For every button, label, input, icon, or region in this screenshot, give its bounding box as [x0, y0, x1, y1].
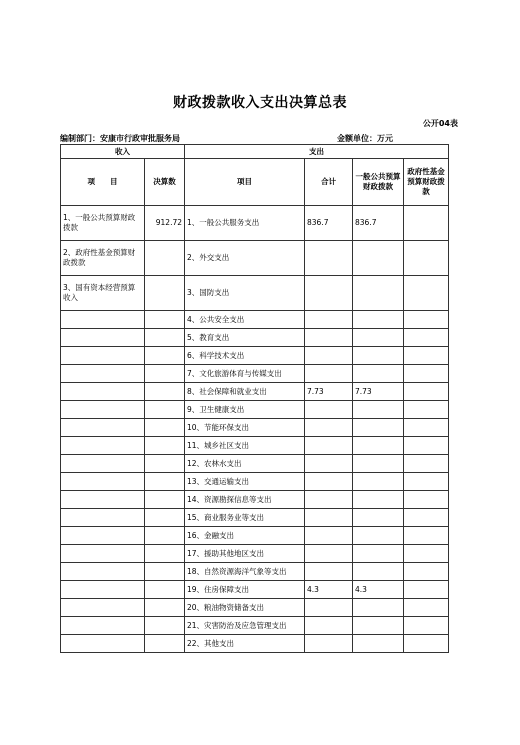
total-amount [305, 617, 353, 635]
form-number: 公开04表 [422, 119, 458, 128]
gov-fund-amount [404, 617, 449, 635]
general-budget-amount [353, 347, 404, 365]
general-budget-amount: 4.3 [353, 581, 404, 599]
income-amount [145, 599, 185, 617]
expenditure-item-label: 13、交通运输支出 [185, 473, 305, 491]
page-title: 财政拨款收入支出决算总表 [173, 95, 347, 111]
income-amount [145, 473, 185, 491]
expenditure-item-label: 4、公共安全支出 [185, 311, 305, 329]
income-amount [145, 276, 185, 311]
total-amount [305, 599, 353, 617]
general-budget-amount [353, 545, 404, 563]
income-item-label [61, 419, 145, 437]
general-budget-amount [353, 419, 404, 437]
gov-fund-amount [404, 473, 449, 491]
general-budget-amount [353, 473, 404, 491]
total-amount [305, 347, 353, 365]
general-budget-header: 一般公共预算财政拨款 [353, 159, 404, 206]
expenditure-item-label: 2、外交支出 [185, 241, 305, 276]
gov-fund-amount [404, 206, 449, 241]
total-amount: 7.73 [305, 383, 353, 401]
income-amount [145, 545, 185, 563]
table-row [61, 473, 449, 491]
total-amount [305, 509, 353, 527]
table-row [61, 581, 449, 599]
expenditure-item-label: 5、教育支出 [185, 329, 305, 347]
table-row [61, 311, 449, 329]
income-amount [145, 419, 185, 437]
income-header: 收入 [61, 145, 185, 159]
income-item-label [61, 581, 145, 599]
total-amount [305, 635, 353, 653]
income-item-label [61, 329, 145, 347]
amount-unit: 金额单位：万元 [337, 134, 393, 143]
table-row [61, 329, 449, 347]
income-item-label: 1、一般公共预算财政拨款 [61, 206, 145, 241]
income-item-label [61, 635, 145, 653]
general-budget-amount [353, 635, 404, 653]
expenditure-item-label: 9、卫生健康支出 [185, 401, 305, 419]
table-row [61, 437, 449, 455]
table-row [61, 383, 449, 401]
expenditure-item-label: 10、节能环保支出 [185, 419, 305, 437]
total-amount [305, 563, 353, 581]
total-amount [305, 491, 353, 509]
gov-fund-amount [404, 365, 449, 383]
gov-fund-amount [404, 509, 449, 527]
general-budget-amount [353, 311, 404, 329]
table-row [61, 419, 449, 437]
expenditure-item-label: 22、其他支出 [185, 635, 305, 653]
income-amount [145, 347, 185, 365]
income-item-label: 2、政府性基金预算财政拨款 [61, 241, 145, 276]
gov-fund-amount [404, 241, 449, 276]
gov-fund-amount [404, 401, 449, 419]
general-budget-amount [353, 563, 404, 581]
income-amount [145, 401, 185, 419]
table-row [61, 401, 449, 419]
table-row [61, 563, 449, 581]
income-item-label [61, 617, 145, 635]
expenditure-item-label: 21、灾害防治及应急管理支出 [185, 617, 305, 635]
income-amount [145, 563, 185, 581]
table-row [61, 455, 449, 473]
expenditure-item-label: 17、援助其他地区支出 [185, 545, 305, 563]
total-amount [305, 419, 353, 437]
income-amount [145, 241, 185, 276]
income-item-label [61, 311, 145, 329]
general-budget-amount [353, 617, 404, 635]
income-item-label [61, 599, 145, 617]
total-amount [305, 437, 353, 455]
total-amount: 4.3 [305, 581, 353, 599]
income-amount [145, 311, 185, 329]
table-row [61, 241, 449, 276]
expenditure-header: 支出 [185, 145, 449, 159]
income-amount [145, 527, 185, 545]
total-amount [305, 401, 353, 419]
gov-fund-amount [404, 419, 449, 437]
gov-fund-amount [404, 383, 449, 401]
expenditure-item-label: 6、科学技术支出 [185, 347, 305, 365]
general-budget-amount [353, 401, 404, 419]
budget-table [60, 144, 449, 653]
gov-fund-amount [404, 311, 449, 329]
general-budget-amount [353, 329, 404, 347]
table-row [61, 599, 449, 617]
table-row [61, 545, 449, 563]
gov-fund-amount [404, 455, 449, 473]
income-item-header: 项 目 [61, 159, 145, 206]
total-amount [305, 365, 353, 383]
total-amount [305, 311, 353, 329]
table-row [61, 527, 449, 545]
income-item-label [61, 527, 145, 545]
income-item-label [61, 563, 145, 581]
expenditure-item-label: 20、粮油物资储备支出 [185, 599, 305, 617]
table-row [61, 635, 449, 653]
expenditure-item-label: 16、金融支出 [185, 527, 305, 545]
exp-item-header: 项目 [185, 159, 305, 206]
income-item-label [61, 491, 145, 509]
expenditure-item-label: 14、资源勘探信息等支出 [185, 491, 305, 509]
table-row [61, 206, 449, 241]
general-budget-amount: 7.73 [353, 383, 404, 401]
gov-fund-amount [404, 491, 449, 509]
income-item-label: 3、国有资本经营预算收入 [61, 276, 145, 311]
general-budget-amount [353, 527, 404, 545]
general-budget-amount: 836.7 [353, 206, 404, 241]
income-amount [145, 581, 185, 599]
expenditure-item-label: 19、住房保障支出 [185, 581, 305, 599]
expenditure-item-label: 3、国防支出 [185, 276, 305, 311]
final-amount-header: 决算数 [145, 159, 185, 206]
income-item-label [61, 365, 145, 383]
income-item-label [61, 455, 145, 473]
table-row [61, 617, 449, 635]
table-row [61, 491, 449, 509]
general-budget-amount [353, 455, 404, 473]
general-budget-amount [353, 491, 404, 509]
income-item-label [61, 509, 145, 527]
total-amount [305, 455, 353, 473]
income-amount [145, 455, 185, 473]
income-item-label [61, 545, 145, 563]
general-budget-amount [353, 509, 404, 527]
income-item-label [61, 401, 145, 419]
total-amount [305, 545, 353, 563]
general-budget-amount [353, 437, 404, 455]
expenditure-item-label: 15、商业服务业等支出 [185, 509, 305, 527]
gov-fund-amount [404, 329, 449, 347]
general-budget-amount [353, 599, 404, 617]
total-amount [305, 276, 353, 311]
expenditure-item-label: 11、城乡社区支出 [185, 437, 305, 455]
expenditure-item-label: 18、自然资源海洋气象等支出 [185, 563, 305, 581]
table-row [61, 509, 449, 527]
income-amount [145, 365, 185, 383]
expenditure-item-label: 12、农林水支出 [185, 455, 305, 473]
expenditure-item-label: 7、文化旅游体育与传媒支出 [185, 365, 305, 383]
income-amount [145, 329, 185, 347]
income-amount: 912.72 [145, 206, 185, 241]
gov-fund-header: 政府性基金预算财政拨款 [404, 159, 449, 206]
table-row [61, 365, 449, 383]
total-amount [305, 473, 353, 491]
income-item-label [61, 383, 145, 401]
table-row [61, 276, 449, 311]
income-amount [145, 509, 185, 527]
total-amount [305, 527, 353, 545]
income-amount [145, 491, 185, 509]
gov-fund-amount [404, 599, 449, 617]
expenditure-item-label: 1、一般公共服务支出 [185, 206, 305, 241]
income-item-label [61, 347, 145, 365]
compiling-unit: 编制部门：安康市行政审批服务局 [60, 134, 180, 143]
gov-fund-amount [404, 563, 449, 581]
total-header: 合计 [305, 159, 353, 206]
income-amount [145, 383, 185, 401]
total-amount [305, 329, 353, 347]
gov-fund-amount [404, 276, 449, 311]
gov-fund-amount [404, 635, 449, 653]
income-item-label [61, 473, 145, 491]
income-amount [145, 437, 185, 455]
income-item-label [61, 437, 145, 455]
income-amount [145, 635, 185, 653]
table-row [61, 347, 449, 365]
general-budget-amount [353, 365, 404, 383]
gov-fund-amount [404, 527, 449, 545]
expenditure-item-label: 8、社会保障和就业支出 [185, 383, 305, 401]
gov-fund-amount [404, 347, 449, 365]
gov-fund-amount [404, 581, 449, 599]
gov-fund-amount [404, 545, 449, 563]
gov-fund-amount [404, 437, 449, 455]
income-amount [145, 617, 185, 635]
general-budget-amount [353, 241, 404, 276]
total-amount: 836.7 [305, 206, 353, 241]
general-budget-amount [353, 276, 404, 311]
total-amount [305, 241, 353, 276]
